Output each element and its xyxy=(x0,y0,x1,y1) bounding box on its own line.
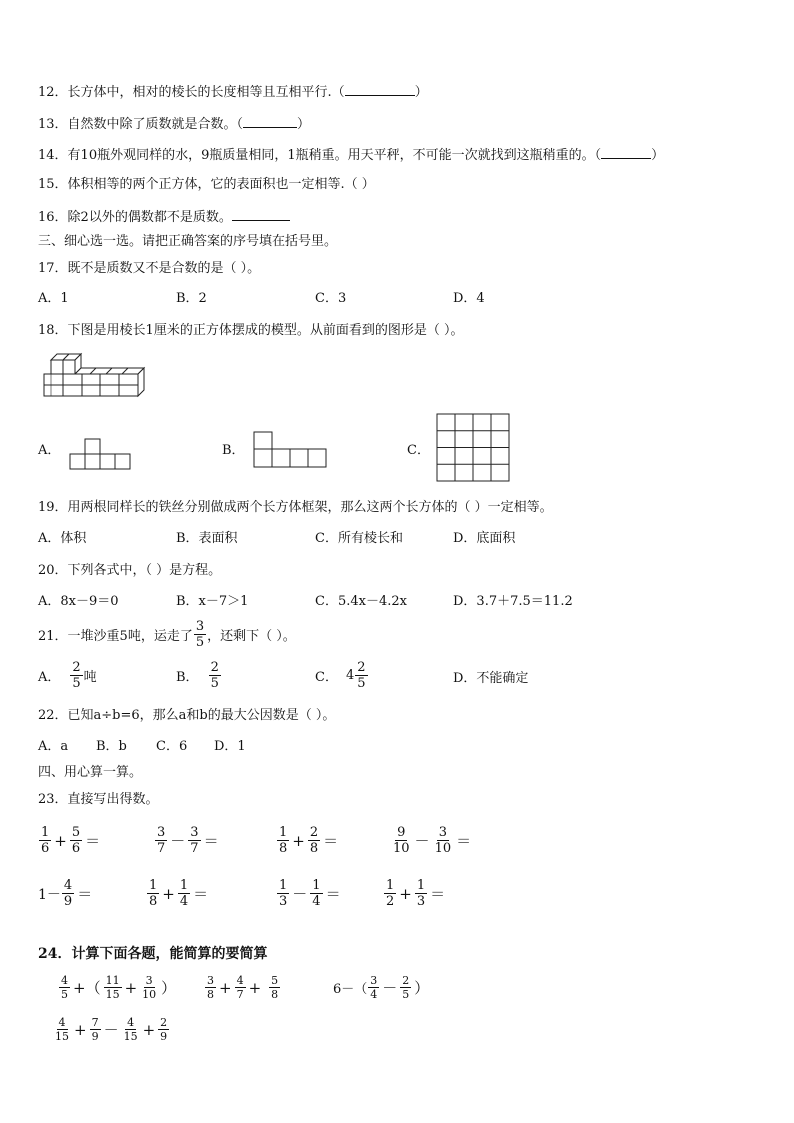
operator: + xyxy=(219,978,232,997)
fraction xyxy=(355,661,367,690)
fraction xyxy=(140,975,158,1000)
numerator: 2 xyxy=(309,825,319,840)
option-label: C． xyxy=(315,670,338,685)
operator: + xyxy=(162,884,175,903)
operator: + xyxy=(124,978,138,997)
denominator: 15 xyxy=(123,1030,138,1043)
question-12-end: ） xyxy=(414,85,428,100)
answer-blank[interactable] xyxy=(232,208,290,221)
q20-option-c[interactable]: C．5.4x－4.2x xyxy=(315,594,407,609)
question-13-end: ） xyxy=(297,117,311,132)
numerator: 2 xyxy=(160,1016,168,1029)
denominator: 8 xyxy=(279,841,288,856)
fraction xyxy=(178,879,190,908)
question-14-end: ） xyxy=(651,148,665,163)
fraction xyxy=(155,826,167,855)
equals-sign: ＝ xyxy=(325,885,341,903)
q21-option-d[interactable]: D．不能确定 xyxy=(453,671,529,686)
question-17: 17．既不是质数又不是合数的是（ ）。 xyxy=(38,261,261,276)
operator: + xyxy=(399,884,412,903)
numerator: 4 xyxy=(61,974,68,987)
q17-option-d[interactable]: D．4 xyxy=(453,291,485,306)
question-22: 22．已知a÷b=6，那么a和b的最大公因数是（ ）。 xyxy=(38,708,336,723)
question-14-text: 14．有10瓶外观同样的水，9瓶质量相同，1瓶稍重。用天平秤，不可能一次就找到这瓶稍重的。（ xyxy=(38,148,602,163)
operator: +（ xyxy=(73,979,101,997)
equals-sign: ＝ xyxy=(85,832,101,850)
q18-option-b-figure xyxy=(254,432,328,468)
numerator: 1 xyxy=(179,878,189,893)
fraction xyxy=(205,975,216,1000)
fraction xyxy=(147,879,159,908)
q22-option-c[interactable]: C．6 xyxy=(156,739,188,754)
fraction xyxy=(62,879,74,908)
close-paren: ） xyxy=(161,979,177,997)
denominator: 4 xyxy=(312,894,321,909)
fraction xyxy=(368,975,379,1000)
fraction xyxy=(194,620,206,649)
operator: － xyxy=(292,885,308,903)
numerator: 2 xyxy=(357,660,366,675)
fraction xyxy=(53,1017,71,1042)
denominator: 8 xyxy=(149,894,158,909)
denominator: 8 xyxy=(207,988,214,1001)
question-13 xyxy=(38,115,310,133)
fraction xyxy=(415,879,427,908)
option-label: B． xyxy=(176,670,199,685)
fraction xyxy=(59,975,70,1000)
question-16 xyxy=(38,208,290,226)
question-12 xyxy=(38,83,428,101)
fraction xyxy=(235,975,246,1000)
denominator: 15 xyxy=(55,1030,69,1043)
whole-minus: 1－ xyxy=(38,886,61,903)
fraction xyxy=(122,1017,140,1042)
denominator: 4 xyxy=(370,988,378,1001)
fraction xyxy=(277,826,289,855)
numerator: 3 xyxy=(438,825,447,840)
q20-option-d[interactable]: D．3.7＋7.5＝11.2 xyxy=(453,594,573,609)
denominator: 10 xyxy=(393,841,410,856)
question-15: 15．体积相等的两个正方体，它的表面积也一定相等.（ ） xyxy=(38,177,375,192)
q18-option-c-label[interactable]: C． xyxy=(407,443,430,458)
question-23: 23．直接写出得数。 xyxy=(38,792,159,807)
denominator: 15 xyxy=(105,988,120,1001)
numerator: 1 xyxy=(416,878,426,893)
q19-option-b[interactable]: B．表面积 xyxy=(176,531,238,546)
unit: 吨 xyxy=(83,670,97,685)
numerator: 1 xyxy=(279,825,288,840)
numerator: 5 xyxy=(71,825,81,840)
fraction xyxy=(70,661,82,690)
denominator: 4 xyxy=(179,894,189,909)
denominator: 7 xyxy=(190,841,199,856)
q23-expression xyxy=(146,879,210,908)
q22-option-a[interactable]: A．a xyxy=(38,739,69,754)
q19-option-a[interactable]: A．体积 xyxy=(38,531,87,546)
denominator: 8 xyxy=(309,841,319,856)
fraction xyxy=(433,826,454,855)
question-20: 20．下列各式中，（ ）是方程。 xyxy=(38,563,222,578)
numerator: 3 xyxy=(370,974,378,987)
question-14 xyxy=(38,146,664,164)
numerator: 5 xyxy=(271,974,279,987)
q17-option-b[interactable]: B．2 xyxy=(176,291,207,306)
operator: － xyxy=(414,832,430,850)
numerator: 1 xyxy=(41,825,50,840)
numerator: 2 xyxy=(402,974,410,987)
q23-expression xyxy=(38,879,94,908)
q21-option-b[interactable] xyxy=(176,661,222,690)
numerator: 2 xyxy=(72,660,81,675)
numerator: 3 xyxy=(190,825,199,840)
question-18: 18．下图是用棱长1厘米的正方体摆成的模型。从前面看到的图形是（ ）。 xyxy=(38,323,464,338)
question-16-text: 16．除2以外的偶数都不是质数。 xyxy=(38,210,232,225)
q23-expression xyxy=(383,879,447,908)
denominator: 2 xyxy=(386,894,395,909)
q18-option-c-figure xyxy=(437,414,511,482)
question-21-text-end: ，还剩下（ ）。 xyxy=(207,629,296,644)
answer-blank[interactable] xyxy=(601,146,651,159)
question-12-text: 12．长方体中，相对的棱长的长度相等且互相平行.（ xyxy=(38,85,345,100)
q24-expression-1 xyxy=(58,975,178,1000)
numerator: 3 xyxy=(195,619,205,634)
question-21-text: 21．一堆沙重5吨，运走了 xyxy=(38,629,193,644)
equals-sign: ＝ xyxy=(203,832,219,850)
fraction xyxy=(158,1017,169,1042)
operator: + xyxy=(74,1020,87,1039)
q17-option-c[interactable]: C．3 xyxy=(315,291,347,306)
fraction xyxy=(277,879,289,908)
numerator: 3 xyxy=(207,974,214,987)
operator: － xyxy=(170,832,186,850)
fraction xyxy=(209,661,221,690)
denominator: 9 xyxy=(63,894,73,909)
close-paren: ） xyxy=(414,979,430,997)
q23-expression xyxy=(390,826,473,855)
q24-expression-2 xyxy=(204,975,281,1000)
fraction xyxy=(384,879,396,908)
q23-expression xyxy=(276,826,340,855)
question-21 xyxy=(38,620,296,649)
answer-blank[interactable] xyxy=(243,115,297,128)
operator: + xyxy=(142,1020,156,1039)
q22-option-d[interactable]: D．1 xyxy=(214,739,246,754)
denominator: 7 xyxy=(236,988,244,1001)
q18-option-a-figure xyxy=(70,438,132,470)
fraction xyxy=(269,975,280,1000)
denominator: 5 xyxy=(72,676,81,691)
fraction xyxy=(70,826,82,855)
equals-sign: ＝ xyxy=(430,885,446,903)
option-label: A． xyxy=(38,670,61,685)
q17-option-a[interactable]: A．1 xyxy=(38,291,69,306)
equals-sign: ＝ xyxy=(77,885,93,903)
q21-option-a[interactable] xyxy=(38,661,97,690)
q22-option-b[interactable]: B．b xyxy=(96,739,127,754)
fraction xyxy=(391,826,412,855)
numerator: 2 xyxy=(210,660,219,675)
whole-number: 4 xyxy=(345,668,355,683)
fraction xyxy=(310,879,322,908)
q24-expression-4 xyxy=(52,1017,170,1042)
question-24: 24．计算下面各题，能简算的要简算 xyxy=(38,946,268,962)
denominator: 3 xyxy=(279,894,288,909)
denominator: 10 xyxy=(142,988,157,1001)
denominator: 5 xyxy=(402,988,410,1001)
fraction xyxy=(188,826,200,855)
denominator: 10 xyxy=(434,841,452,856)
denominator: 9 xyxy=(160,1030,168,1043)
numerator: 4 xyxy=(58,1016,66,1029)
numerator: 9 xyxy=(397,825,406,840)
denominator: 5 xyxy=(195,635,205,650)
denominator: 5 xyxy=(210,676,219,691)
denominator: 5 xyxy=(61,988,68,1001)
numerator: 1 xyxy=(279,878,288,893)
q24-expression-3 xyxy=(333,975,431,1000)
denominator: 6 xyxy=(71,841,81,856)
q23-expression xyxy=(276,879,343,908)
numerator: 11 xyxy=(105,974,120,987)
fraction xyxy=(90,1017,101,1042)
numerator: 1 xyxy=(312,878,321,893)
operator: + xyxy=(248,978,262,997)
fraction xyxy=(308,826,320,855)
equals-sign: ＝ xyxy=(323,832,339,850)
q23-expression xyxy=(154,826,221,855)
numerator: 3 xyxy=(145,974,153,987)
operator: + xyxy=(292,831,305,850)
q23-expression xyxy=(38,826,102,855)
numerator: 4 xyxy=(236,974,244,987)
equals-sign: ＝ xyxy=(193,885,209,903)
question-19: 19．用两根同样长的铁丝分别做成两个长方体框架，那么这两个长方体的（ ）一定相等。 xyxy=(38,500,553,515)
denominator: 5 xyxy=(357,676,366,691)
denominator: 7 xyxy=(157,841,166,856)
fraction xyxy=(400,975,411,1000)
q21-option-c[interactable] xyxy=(315,661,369,690)
numerator: 1 xyxy=(386,878,395,893)
q18-option-b-label[interactable]: B． xyxy=(222,443,245,458)
numerator: 4 xyxy=(63,878,73,893)
numerator: 7 xyxy=(91,1016,99,1029)
q19-option-d[interactable]: D．底面积 xyxy=(453,531,516,546)
operator: － xyxy=(103,1021,119,1039)
cube-model-figure xyxy=(44,354,148,400)
q20-option-b[interactable]: B．x－7＞1 xyxy=(176,594,249,609)
equals-sign: ＝ xyxy=(456,832,472,850)
q20-option-a[interactable]: A．8x－9＝0 xyxy=(38,594,119,609)
q19-option-c[interactable]: C．所有棱长和 xyxy=(315,531,403,546)
operator: － xyxy=(382,979,398,997)
denominator: 9 xyxy=(91,1030,99,1043)
denominator: 3 xyxy=(416,894,426,909)
answer-blank[interactable] xyxy=(345,83,415,96)
fraction xyxy=(104,975,122,1000)
numerator: 4 xyxy=(127,1016,135,1029)
operator: + xyxy=(54,831,67,850)
numerator: 1 xyxy=(149,878,158,893)
section-4-heading: 四、用心算一算。 xyxy=(38,765,143,780)
q18-option-a-label[interactable]: A． xyxy=(38,443,61,458)
whole-minus: 6－（ xyxy=(333,982,368,997)
question-13-text: 13．自然数中除了质数就是合数。（ xyxy=(38,117,244,132)
fraction xyxy=(39,826,51,855)
denominator: 6 xyxy=(41,841,50,856)
denominator: 8 xyxy=(271,988,279,1001)
section-3-heading: 三、细心选一选。请把正确答案的序号填在括号里。 xyxy=(38,234,338,249)
numerator: 3 xyxy=(157,825,166,840)
